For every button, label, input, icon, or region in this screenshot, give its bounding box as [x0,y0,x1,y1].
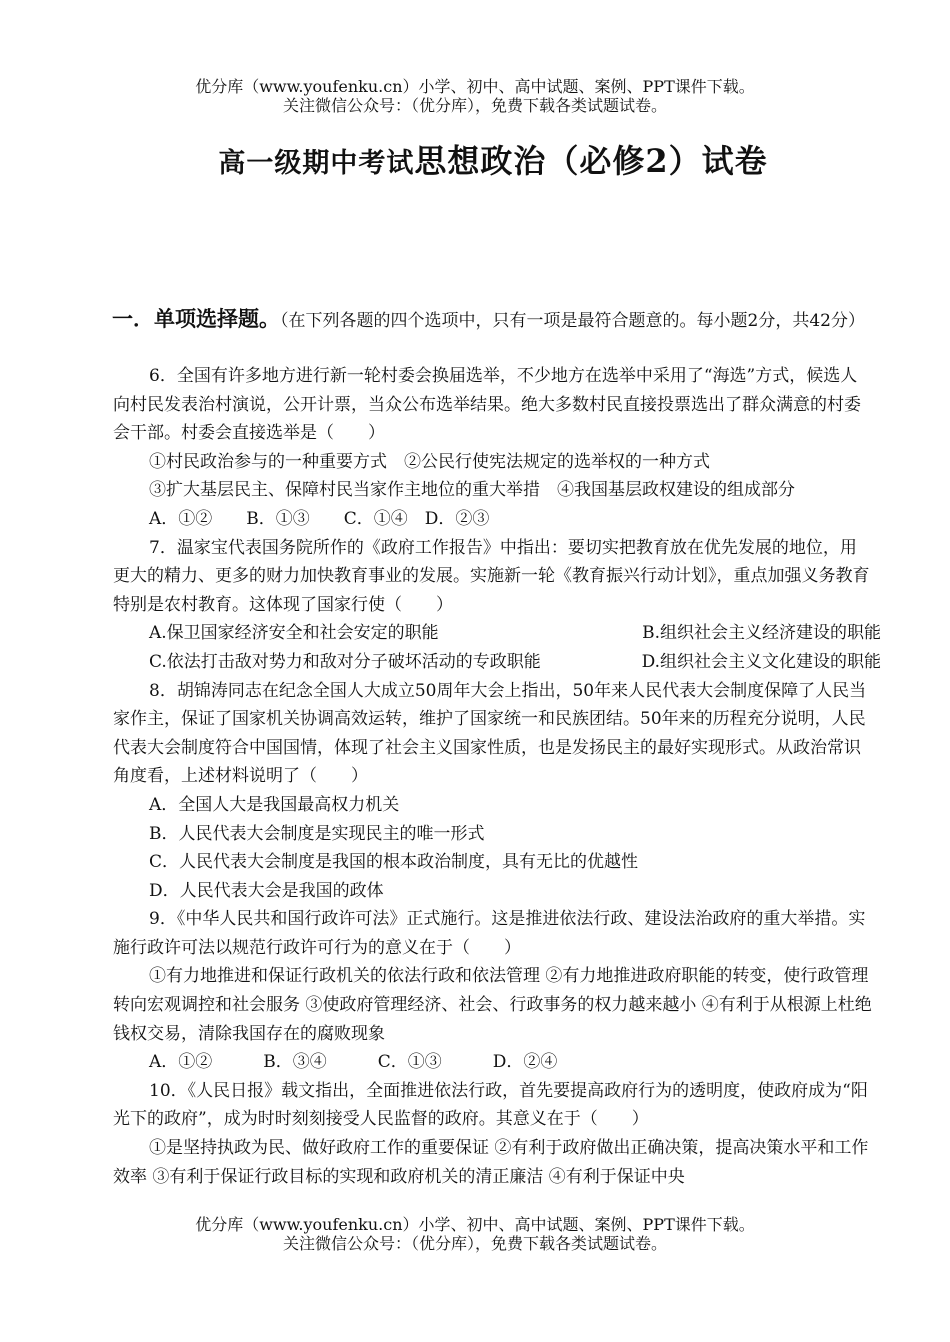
exam-title-part-2: 思想政治（必修2）试卷 [414,142,768,180]
question-8-option-a: A．全国人大是我国最高权力机关 [149,794,400,815]
question-list [113,362,881,1191]
footer-line-1: 优分库（www.youfenku.cn）小学、初中、高中试题、案例、PPT课件下载。 [195,1215,755,1234]
footer-line-2: 关注微信公众号：（优分库），免费下载各类试题试卷。 [282,1234,667,1253]
section-heading [62,305,880,335]
section-instructions: （在下列各题的四个选项中，只有一项是最符合题意的。每小题2分，共42分） [280,311,865,331]
question-7-options-row-1 [113,619,881,648]
question-7-option-b: B.组织社会主义经济建设的职能 [642,623,881,644]
header-line-2: 关注微信公众号：（优分库），免费下载各类试题试卷。 [282,96,667,115]
exam-title-part-1: 高一级期中考试 [218,148,415,179]
question-9-stem: 9．《中华人民共和国行政许可法》正式施行。这是推进依法行政、建设法治政府的重大举措。实施行政许可法以规范行政许可行为的意义在于（ ） [113,909,866,958]
question-8-stem: 8．胡锦涛同志在纪念全国人大成立50周年大会上指出，50年来人民代表大会制度保障了人民当家作主，保证了国家机关协调高效运转，维护了国家统一和民族团结。50年来的历程充分说明，人民代表大会制度符合中国国情，体现了社会主义国家性质，也是发扬民主的最好实现形式。从政治常识角度看，上述材料说明了（ ） [113,680,867,787]
question-7-option-a: A.保卫国家经济安全和社会安定的职能 [149,623,439,644]
question-8-option-d: D．人民代表大会是我国的政体 [149,880,384,901]
question-7-stem: 7．温家宝代表国务院所作的《政府工作报告》中指出：要切实把教育放在优先发展的地位，用更大的精力、更多的财力加快教育事业的发展。实施新一轮《教育振兴行动计划》，重点加强义务教育特别是农村教育。这体现了国家行使（ ） [113,537,870,615]
question-6-stem: 6．全国有许多地方进行新一轮村委会换届选举，不少地方在选举中采用了“海选”方式，候选人向村民发表治村演说，公开计票，当众公布选举结果。绝大多数村民直接投票选出了群众满意的村委会干部。村委会直接选举是（ ） [113,366,861,444]
page-header [0,77,950,115]
question-7-option-d: D.组织社会主义文化建设的职能 [641,651,881,672]
question-8-option-b: B．人民代表大会制度是实现民主的唯一形式 [149,823,485,844]
question-6-statements-2: ③扩大基层民主、保障村民当家作主地位的重大举措 ④我国基层政权建设的组成部分 [149,480,795,501]
question-7-options-row-2 [113,648,881,677]
question-6-statements-1: ①村民政治参与的一种重要方式 ②公民行使宪法规定的选举权的一种方式 [149,451,710,472]
question-10-stem: 10．《人民日报》载文指出，全面推进依法行政，首先要提高政府行为的透明度，使政府成为“阳光下的政府”，成为时时刻刻接受人民监督的政府。其意义在于（ ） [113,1080,868,1130]
exam-title [0,136,950,182]
section-title: 一．单项选择题。 [112,306,280,331]
question-7-option-c: C.依法打击敌对势力和敌对分子破坏活动的专政职能 [149,651,541,672]
page-footer [0,1215,950,1253]
header-line-1: 优分库（www.youfenku.cn）小学、初中、高中试题、案例、PPT课件下载。 [195,77,755,96]
question-8-option-c: C．人民代表大会制度是我国的根本政治制度，具有无比的优越性 [149,852,639,873]
question-10-statements: ①是坚持执政为民、做好政府工作的重要保证 ②有利于政府做出正确决策，提高决策水平和工作效率 ③有利于保证行政目标的实现和政府机关的清正廉洁 ④有利于保证中央 [113,1138,869,1187]
question-9-options: A．①② B．③④ C．①③ D．②④ [149,1052,558,1073]
question-6-options: A．①② B．①③ C．①④ D．②③ [149,508,490,529]
question-9-statements: ①有力地推进和保证行政机关的依法行政和依法管理 ②有力地推进政府职能的转变，使行政管理转向宏观调控和社会服务 ③使政府管理经济、社会、行政事务的权力越来越小 ④有利于从根源上杜绝钱权交易，清除我国存在的腐败现象 [113,966,872,1044]
